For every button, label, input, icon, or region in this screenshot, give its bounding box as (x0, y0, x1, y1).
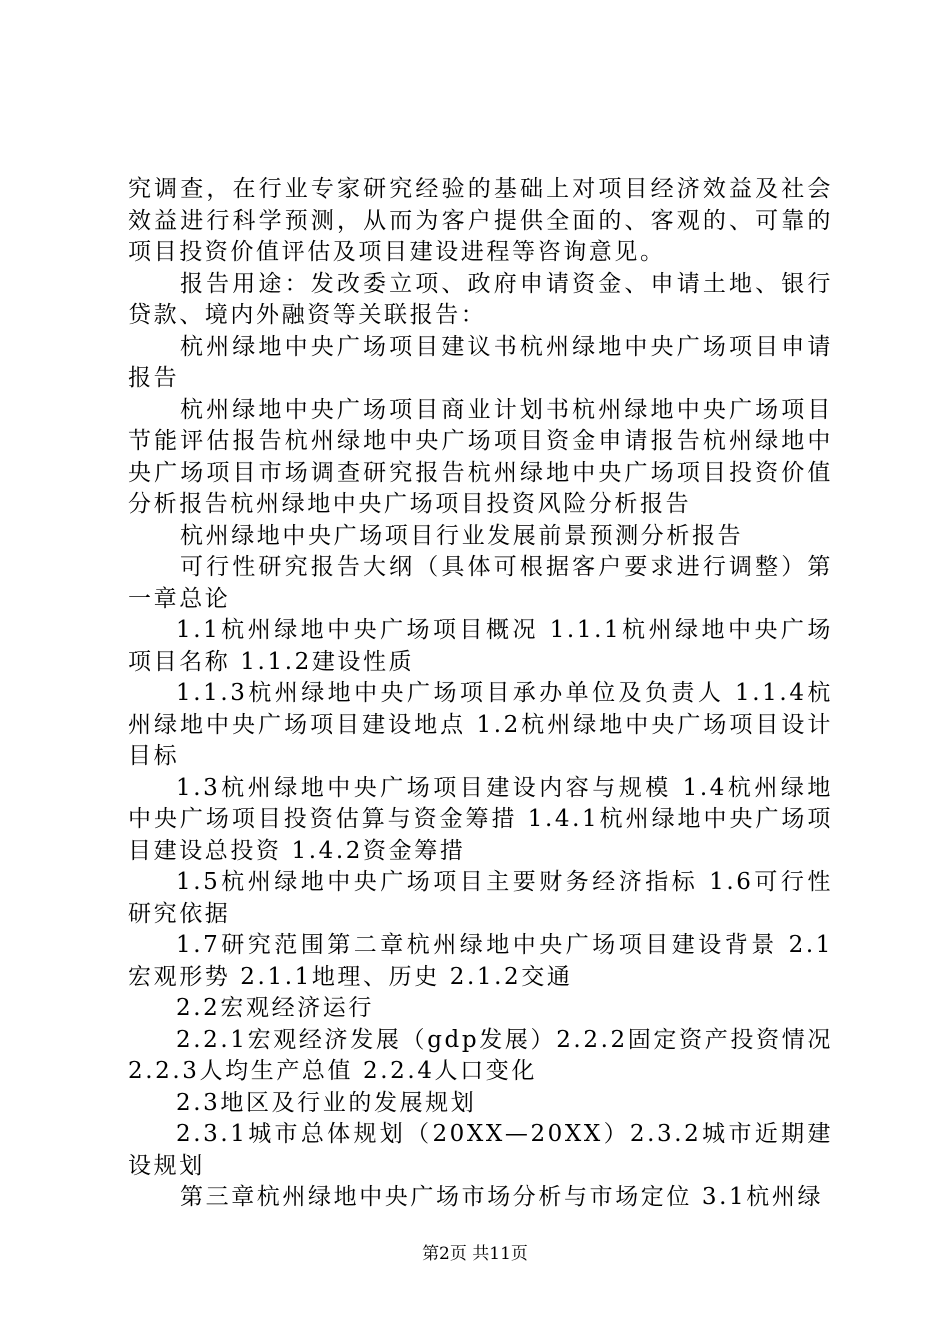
outline-chapter-3: 第三章杭州绿地中央广场市场分析与市场定位 3.1杭州绿 (180, 1184, 824, 1210)
paragraph-related-reports-2: 杭州绿地中央广场项目商业计划书杭州绿地中央广场项目节能评估报告杭州绿地中央广场项目资金申请报告杭州绿地中央广场项目市场调查研究报告杭州绿地中央广场项目投资价值分析报告杭州绿地中央广场项目投资风险分析报告 (128, 396, 833, 517)
outline-item-2-3-1: 2.3.1城市总体规划（20XX—20XX）2.3.2城市近期建设规划 (128, 1121, 833, 1179)
outline-item-2-2-1: 2.2.1宏观经济发展（gdp发展）2.2.2固定资产投资情况 2.2.3人均生产总值 2.2.4人口变化 (128, 1026, 833, 1084)
paragraph-outline-heading: 可行性研究报告大纲（具体可根据客户要求进行调整）第一章总论 (128, 554, 833, 612)
paragraph-related-reports-1: 杭州绿地中央广场项目建议书杭州绿地中央广场项目申请报告 (128, 333, 833, 391)
paragraph-related-reports-3: 杭州绿地中央广场项目行业发展前景预测分析报告 (180, 522, 744, 549)
outline-item-2-2: 2.2宏观经济运行 (176, 995, 374, 1021)
paragraph-report-usage: 报告用途：发改委立项、政府申请资金、申请土地、银行贷款、境内外融资等关联报告： (128, 270, 833, 328)
paragraph-intro-continued: 究调查，在行业专家研究经验的基础上对项目经济效益及社会效益进行科学预测，从而为客户提供全面的、客观的、可靠的项目投资价值评估及项目建设进程等咨询意见。 (128, 176, 833, 265)
page-number-footer: 第2页 共11页 (422, 1244, 528, 1264)
outline-item-1-1-3: 1.1.3杭州绿地中央广场项目承办单位及负责人 1.1.4杭州绿地中央广场项目建设地点 1.2杭州绿地中央广场项目设计目标 (128, 680, 833, 769)
outline-item-1-1: 1.1杭州绿地中央广场项目概况 1.1.1杭州绿地中央广场项目名称 1.1.2建设性质 (128, 617, 833, 675)
document-body (128, 174, 833, 1214)
outline-item-1-7: 1.7研究范围第二章杭州绿地中央广场项目建设背景 2.1宏观形势 2.1.1地理、历史 2.1.2交通 (128, 932, 833, 990)
outline-item-2-3: 2.3地区及行业的发展规划 (176, 1089, 477, 1116)
outline-item-1-5: 1.5杭州绿地中央广场项目主要财务经济指标 1.6可行性研究依据 (128, 869, 833, 927)
outline-item-1-3: 1.3杭州绿地中央广场项目建设内容与规模 1.4杭州绿地中央广场项目投资估算与资金筹措 1.4.1杭州绿地中央广场项目建设总投资 1.4.2资金筹措 (128, 774, 833, 864)
